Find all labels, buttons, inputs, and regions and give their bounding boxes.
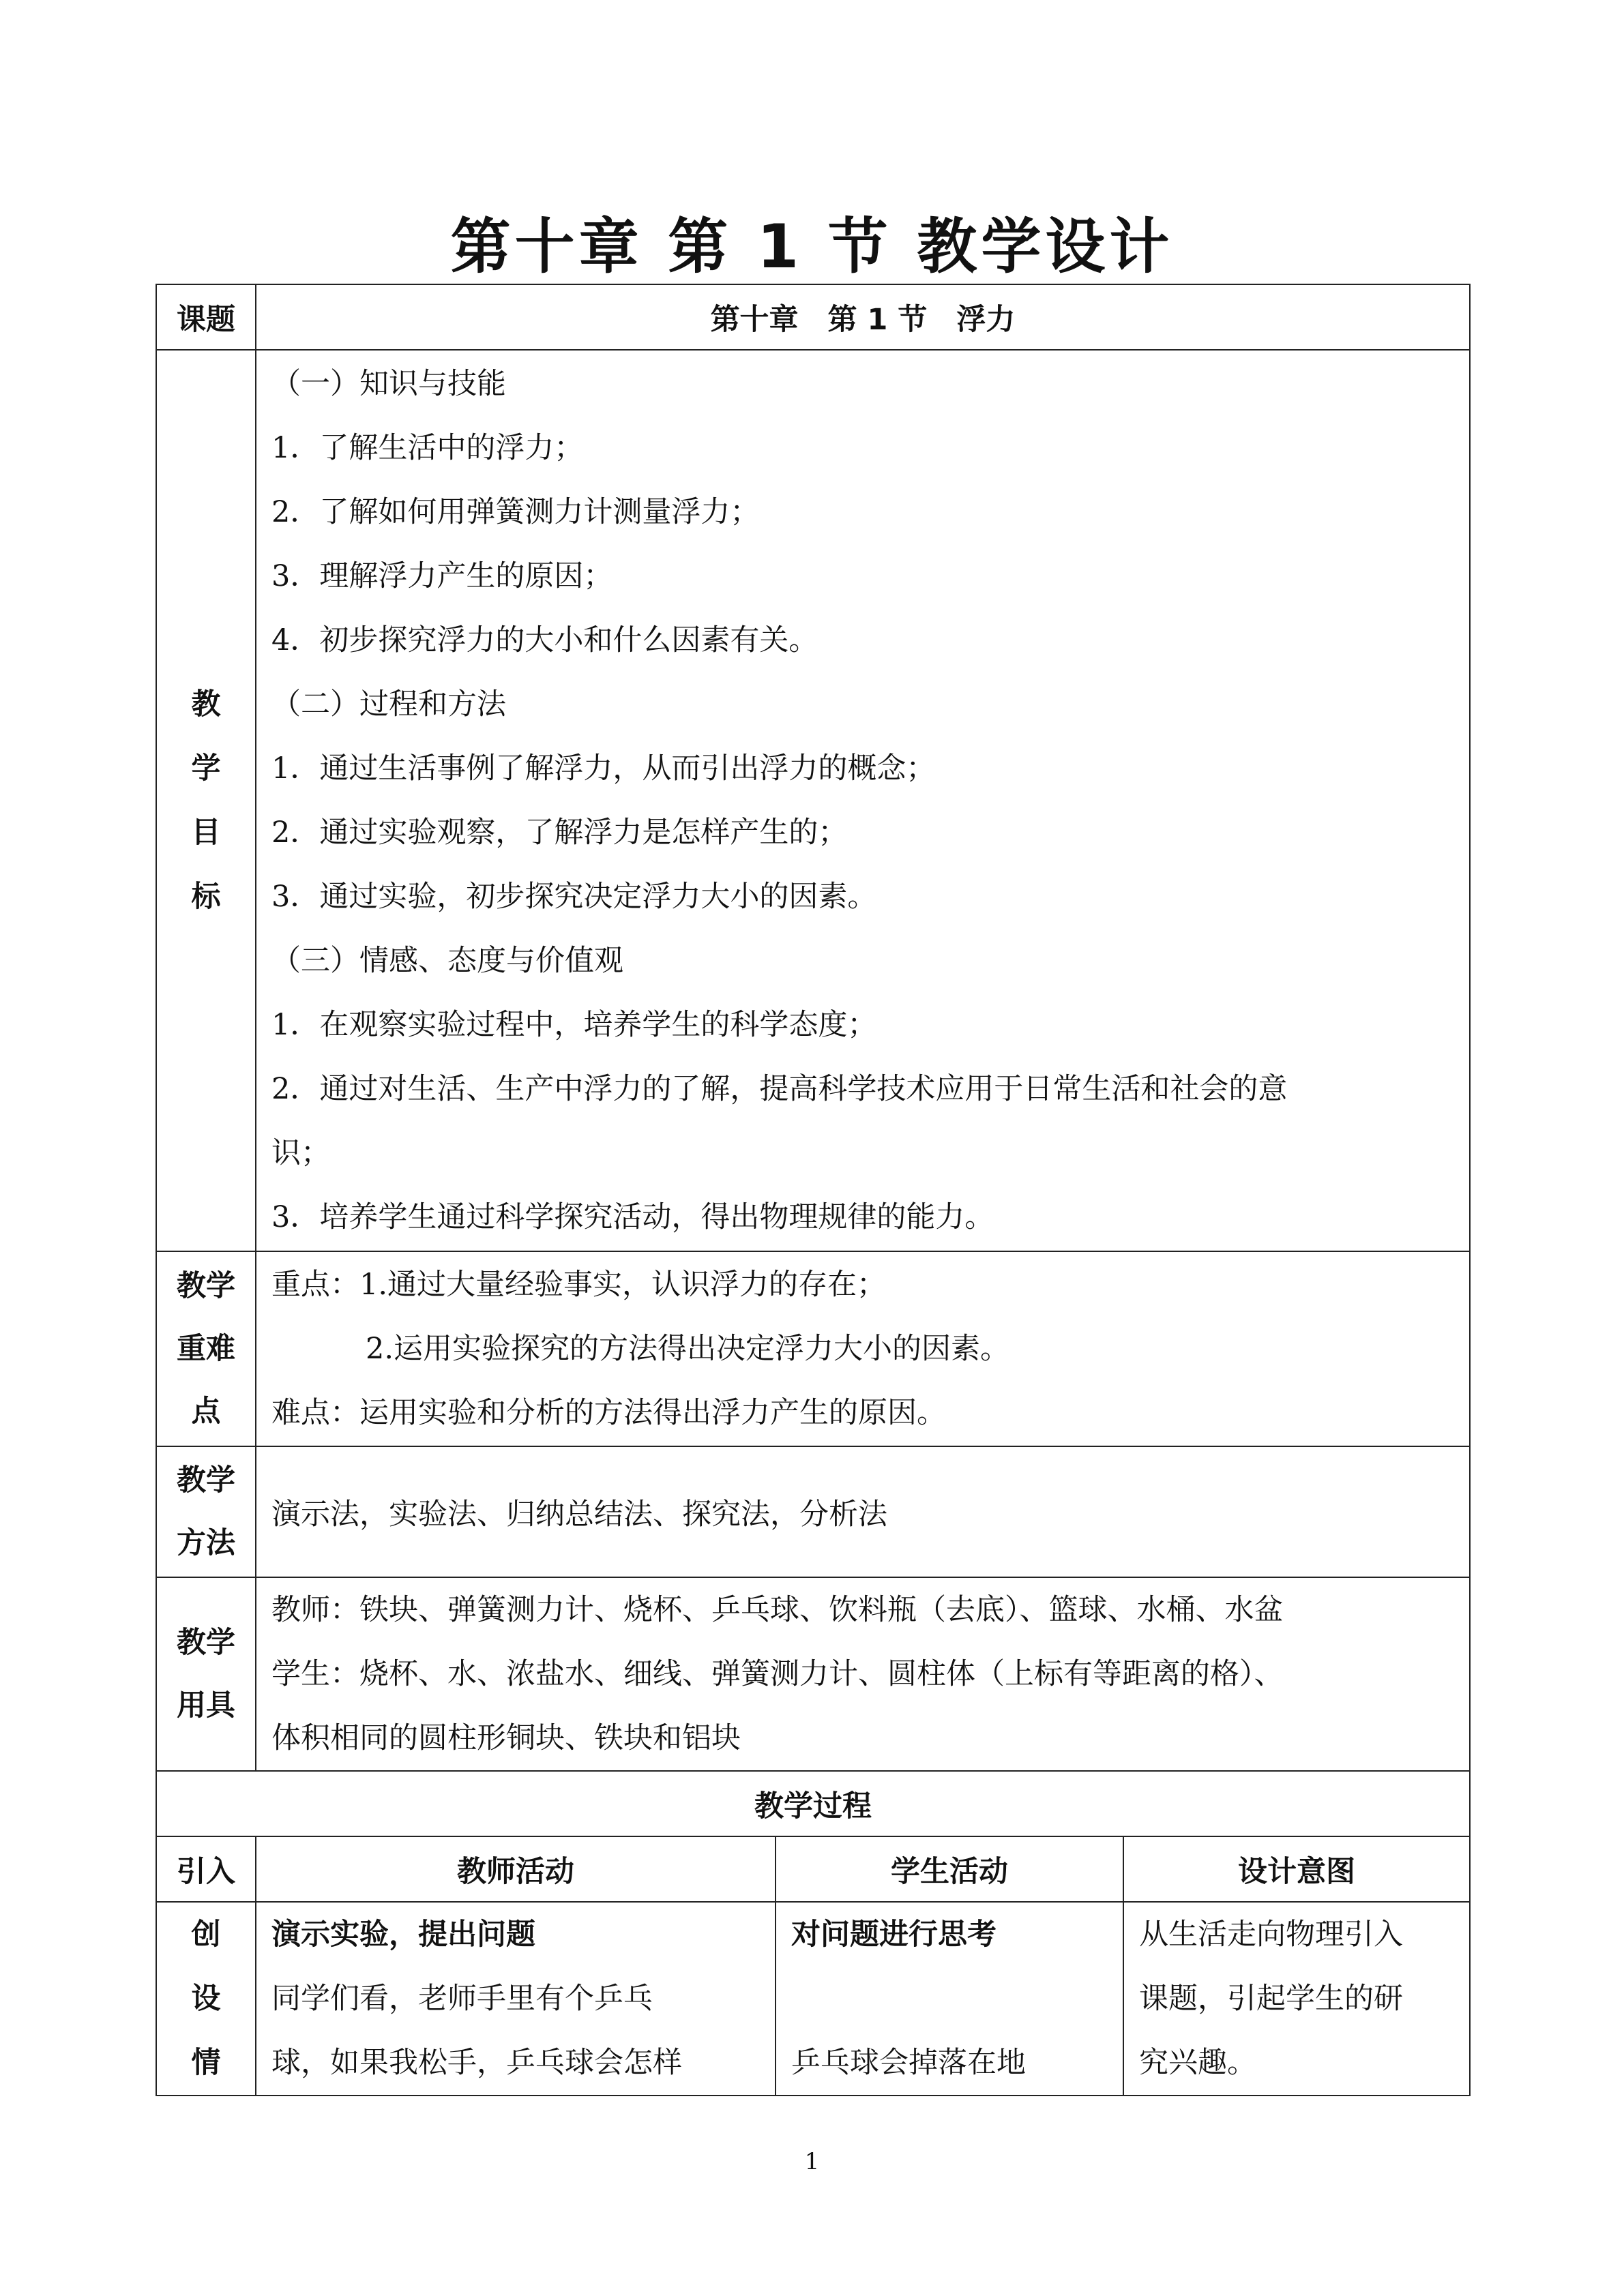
methods-label: 教学 方法 (156, 1446, 256, 1577)
objective-line: 3．通过实验，初步探究决定浮力大小的因素。 (271, 880, 877, 914)
lesson-plan-table (156, 284, 1471, 2096)
teacher-activity (256, 1902, 776, 2096)
design-intent-line: 课题，引起学生的研 (1139, 1982, 1403, 2016)
teacher-activity-line: 同学们看，老师手里有个乒乓 (271, 1982, 653, 2016)
page-number: 1 (804, 2148, 820, 2175)
design-intent-line: 从生活走向物理引入 (1139, 1918, 1403, 1952)
tools-row (156, 1577, 1470, 1771)
process-heading-row (156, 1771, 1470, 1836)
objective-line: （一）知识与技能 (271, 367, 506, 401)
methods-content: 演示法，实验法、归纳总结法、探究法，分析法 (256, 1446, 1470, 1577)
tools-line: 教师：铁块、弹簧测力计、烧杯、乒乓球、饮料瓶（去底）、篮球、水桶、水盆 (271, 1593, 1284, 1627)
tools-line: 体积相同的圆柱形铜块、铁块和铝块 (271, 1721, 741, 1755)
topic-row (156, 284, 1470, 350)
student-activity-blank (791, 1967, 1108, 2031)
column-student: 学生活动 (776, 1836, 1123, 1902)
objective-line: 2．了解如何用弹簧测力计测量浮力； (271, 495, 760, 529)
page-title: 第十章 第 1 节 教学设计 (450, 211, 1174, 282)
objective-line: 3．培养学生通过科学探究活动，得出物理规律的能力。 (271, 1200, 994, 1234)
objectives-label: 教 学 目 标 (156, 350, 256, 1251)
student-activity (776, 1902, 1123, 2096)
teacher-activity-title: 演示实验，提出问题 (271, 1918, 535, 1952)
column-teacher: 教师活动 (256, 1836, 776, 1902)
methods-row (156, 1446, 1470, 1577)
design-intent (1123, 1902, 1470, 2096)
objective-line: 1．通过生活事例了解浮力，从而引出浮力的概念； (271, 751, 936, 786)
design-intent-line: 究兴趣。 (1139, 2046, 1256, 2080)
process-columns-row (156, 1836, 1470, 1902)
key-point-line: 重点：1.通过大量经验事实，认识浮力的存在； (271, 1268, 887, 1302)
tools-line: 学生：烧杯、水、浓盐水、细线、弹簧测力计、圆柱体（上标有等距离的格）、 (271, 1657, 1284, 1691)
student-activity-title: 对问题进行思考 (791, 1918, 996, 1952)
objective-line: 2．通过实验观察，了解浮力是怎样产生的； (271, 816, 848, 850)
teacher-activity-line: 球，如果我松手，乒乓球会怎样 (271, 2046, 682, 2080)
objective-line: 4．初步探究浮力的大小和什么因素有关。 (271, 623, 818, 657)
stage-label: 创 设 情 (156, 1902, 256, 2096)
tools-label: 教学 用具 (156, 1577, 256, 1771)
process-row (156, 1902, 1470, 2096)
column-stage: 引入 (156, 1836, 256, 1902)
key-points-content (256, 1251, 1470, 1446)
objective-line: （三）情感、态度与价值观 (271, 944, 623, 978)
topic-label: 课题 (156, 284, 256, 350)
column-intent: 设计意图 (1123, 1836, 1470, 1902)
objective-line: 1．了解生活中的浮力； (271, 431, 584, 465)
objective-line: （二）过程和方法 (271, 687, 506, 721)
key-points-row (156, 1251, 1470, 1446)
objective-line: 1．在观察实验过程中，培养学生的科学态度； (271, 1008, 877, 1042)
objectives-content (256, 350, 1470, 1251)
objective-line: 识； (271, 1136, 330, 1170)
difficulty-line: 难点：运用实验和分析的方法得出浮力产生的原因。 (271, 1396, 946, 1430)
objective-line: 2．通过对生活、生产中浮力的了解，提高科学技术应用于日常生活和社会的意 (271, 1072, 1288, 1106)
student-activity-line: 乒乓球会掉落在地 (791, 2046, 1026, 2080)
topic-value: 第十章 第 1 节 浮力 (256, 284, 1470, 350)
objective-line: 3．理解浮力产生的原因； (271, 559, 613, 593)
objectives-row (156, 350, 1470, 1251)
tools-content (256, 1577, 1470, 1771)
key-points-label: 教学 重难 点 (156, 1251, 256, 1446)
key-point-line: 2.运用实验探究的方法得出决定浮力大小的因素。 (366, 1332, 1010, 1366)
process-heading: 教学过程 (156, 1771, 1470, 1836)
